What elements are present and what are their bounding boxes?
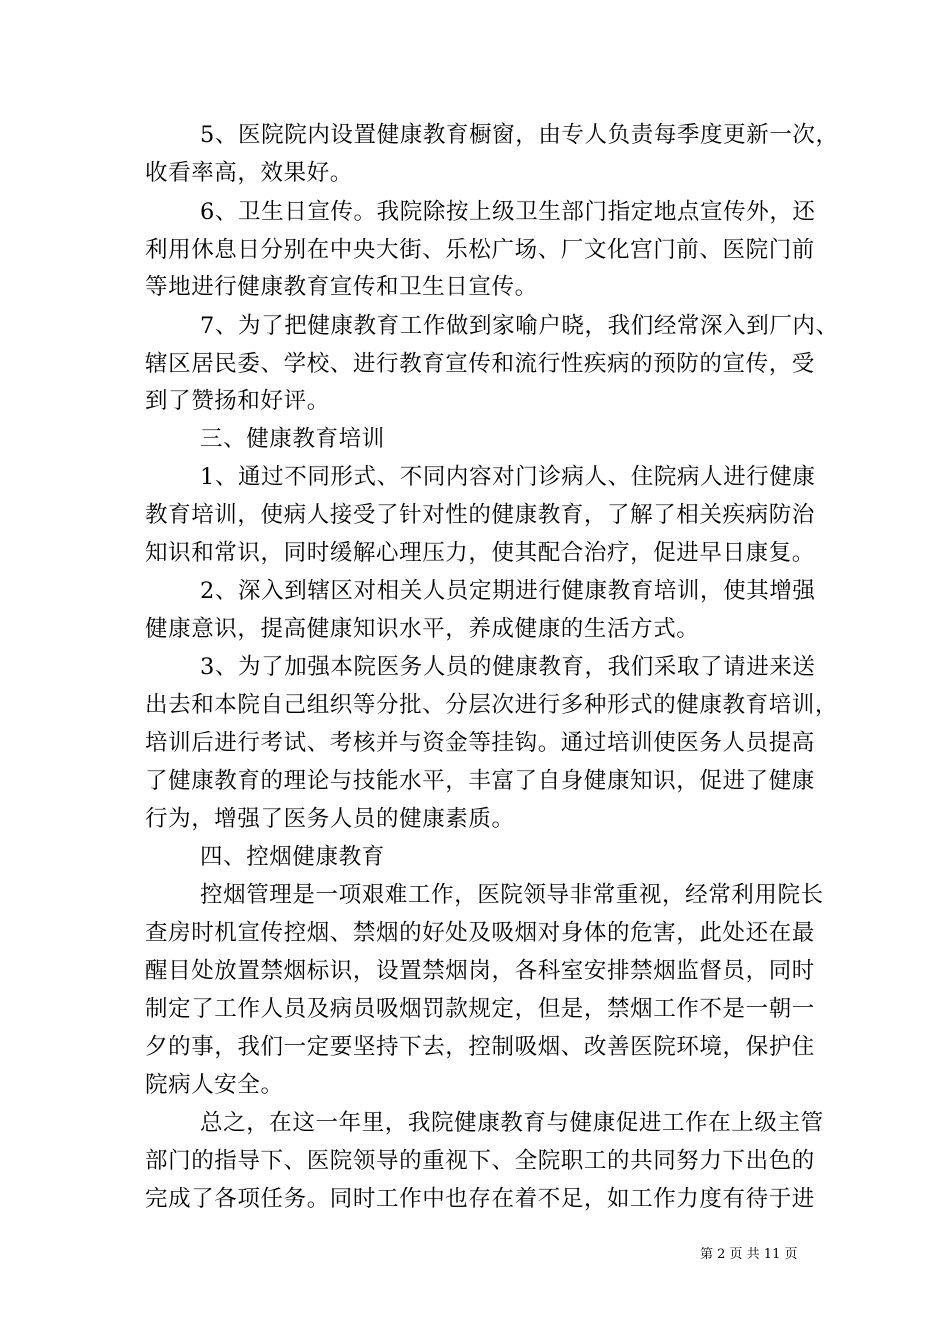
page-number-footer: 第 2 页 共 11 页 — [700, 1247, 798, 1262]
text-line: 控烟管理是一项艰难工作，医院领导非常重视，经常利用院长 — [200, 882, 824, 908]
text-line: 利用休息日分别在中央大街、乐松广场、厂文化宫门前、医院门前 — [145, 237, 815, 263]
text-line: 2、深入到辖区对相关人员定期进行健康教育培训，使其增强 — [200, 578, 816, 604]
text-line: 出去和本院自己组织等分批、分层次进行多种形式的健康教育培训， — [145, 692, 839, 718]
text-line: 夕的事，我们一定要坚持下去，控制吸烟、改善医院环境，保护住 — [145, 1034, 815, 1060]
text-line: 培训后进行考试、考核并与资金等挂钩。通过培训使医务人员提高 — [145, 730, 815, 756]
text-line: 健康意识，提高健康知识水平，养成健康的生活方式。 — [145, 616, 700, 642]
text-line: 7、为了把健康教育工作做到家喻户晓，我们经常深入到厂内、 — [200, 313, 839, 339]
text-line: 醒目处放置禁烟标识，设置禁烟岗，各科室安排禁烟监督员，同时 — [145, 958, 815, 984]
text-line: 完成了各项任务。同时工作中也存在着不足，如工作力度有待于进 — [145, 1186, 815, 1212]
text-line: 到了赞扬和好评。 — [145, 388, 330, 414]
text-line: 部门的指导下、医院领导的重视下、全院职工的共同努力下出色的 — [145, 1148, 815, 1174]
text-line: 3、为了加强本院医务人员的健康教育，我们采取了请进来送 — [200, 654, 816, 680]
text-line: 制定了工作人员及病员吸烟罚款规定，但是，禁烟工作不是一朝一 — [145, 996, 815, 1022]
section-heading: 四、控烟健康教育 — [200, 844, 385, 870]
text-line: 辖区居民委、学校、进行教育宣传和流行性疾病的预防的宣传，受 — [145, 351, 815, 377]
text-line: 教育培训，使病人接受了针对性的健康教育，了解了相关疾病防治 — [145, 502, 815, 528]
text-line: 等地进行健康教育宣传和卫生日宣传。 — [145, 274, 538, 300]
text-line: 6、卫生日宣传。我院除按上级卫生部门指定地点宣传外，还 — [200, 199, 816, 225]
text-line: 了健康教育的理论与技能水平，丰富了自身健康知识，促进了健康 — [145, 768, 815, 794]
section-heading: 三、健康教育培训 — [200, 426, 385, 452]
text-line: 1、通过不同形式、不同内容对门诊病人、住院病人进行健康 — [200, 464, 816, 490]
text-line: 行为，增强了医务人员的健康素质。 — [145, 806, 515, 832]
text-line: 知识和常识，同时缓解心理压力，使其配合治疗，促进早日康复。 — [145, 540, 815, 566]
text-line: 5、医院院内设置健康教育橱窗，由专人负责每季度更新一次， — [200, 122, 839, 148]
text-line: 查房时机宣传控烟、禁烟的好处及吸烟对身体的危害，此处还在最 — [145, 920, 815, 946]
text-line: 院病人安全。 — [145, 1072, 284, 1098]
text-line: 总之，在这一年里，我院健康教育与健康促进工作在上级主管 — [200, 1110, 824, 1136]
text-line: 收看率高，效果好。 — [145, 160, 353, 186]
